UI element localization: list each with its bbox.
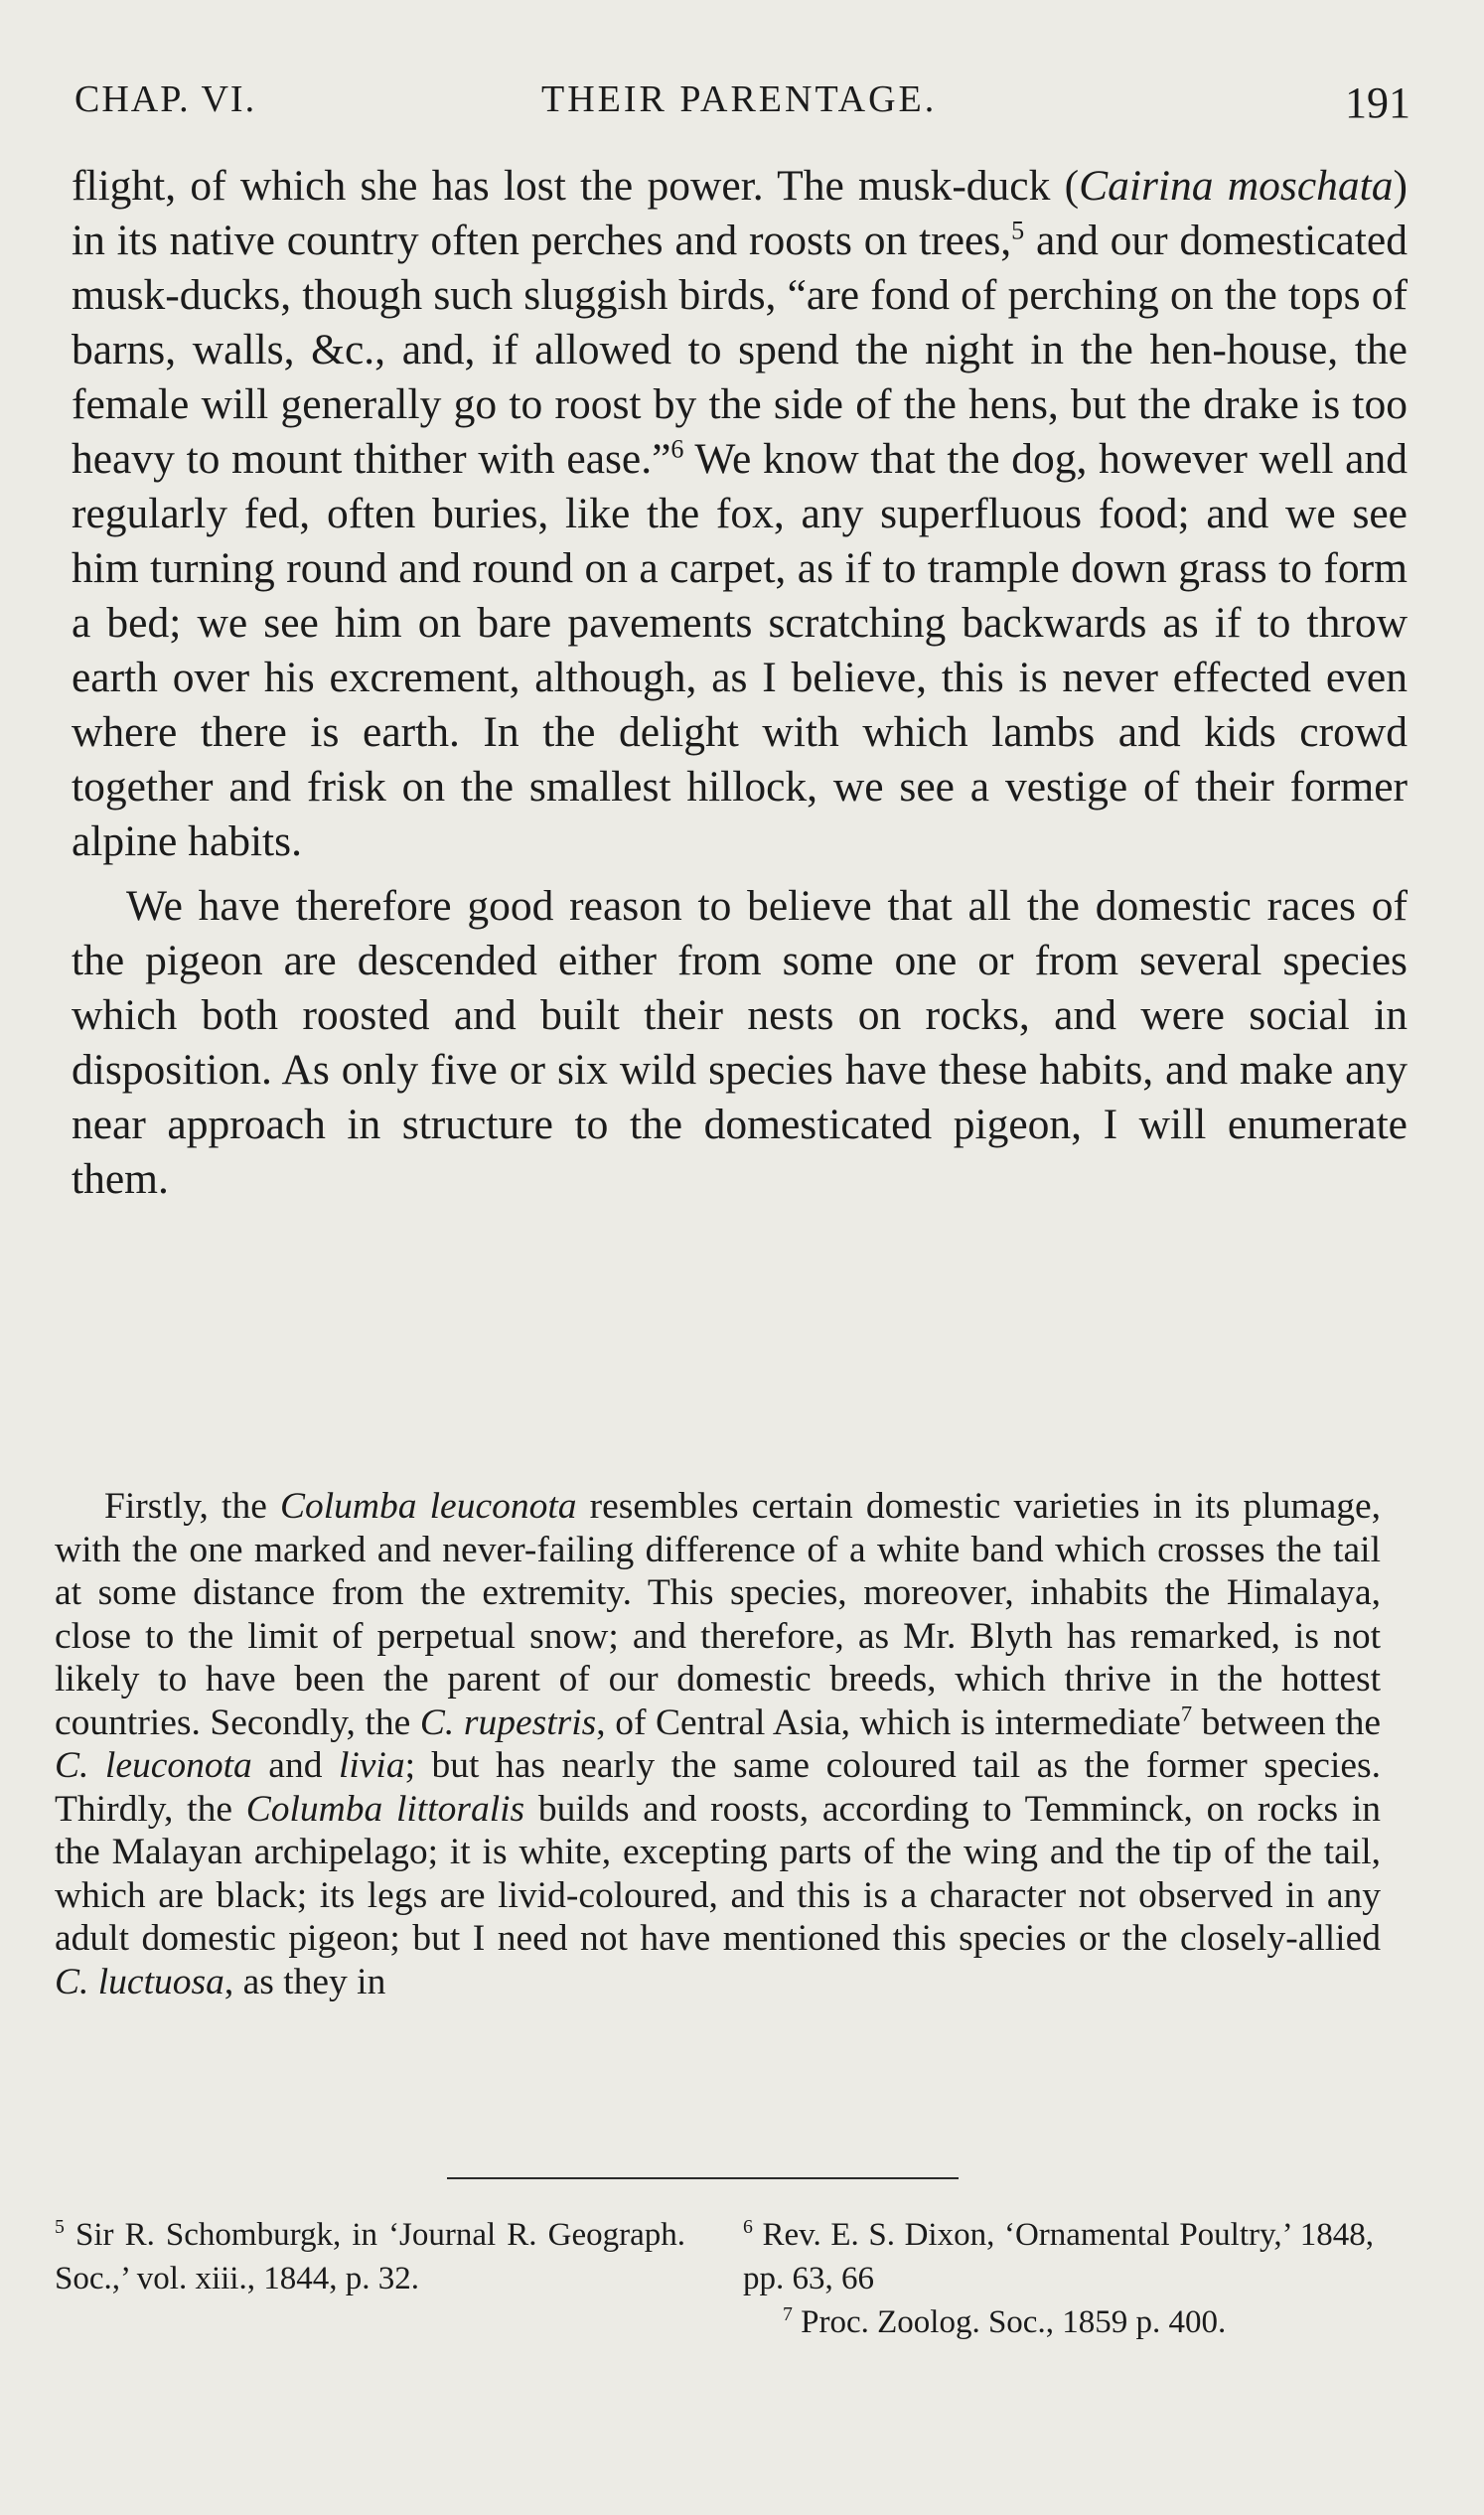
paragraph-2: We have therefore good reason to believe that all the domestic races of the pigeon are descended either from some one or from several species which both roosted and built their nests on rocks, and were social in disposition. As only five or six wild species have these habits, and make any near approach in structure to the domesticated pigeon, I will enumerate them. xyxy=(72,882,1408,1203)
footnote-text: Proc. Zoolog. Soc., 1859 p. 400. xyxy=(792,2304,1227,2340)
text-run: Firstly, the xyxy=(104,1486,280,1527)
footnote-text: Sir R. Schomburgk, in ‘Journal R. Geograph. Soc.,’ vol. xiii., 1844, p. 32. xyxy=(55,2217,685,2296)
footnotes-left xyxy=(55,2213,685,2300)
text-run: ) in its native country often perches and roosts on trees, xyxy=(72,162,1408,264)
footnote-6 xyxy=(743,2213,1374,2300)
text-run: builds and roosts, according to Temminck, on rocks in the Malayan archipelago; it is white, excepting parts of the wing and the tip of the tail, which are black; its legs are livid-coloured, and this is a character not observed in any adult domestic pigeon; but I need not have mentioned this species or the closely-allied xyxy=(55,1788,1381,1959)
footnote-mark: 7 xyxy=(783,2303,793,2325)
text-run: between the xyxy=(1192,1701,1381,1743)
text-run: flight, of which she has lost the power. The musk-duck ( xyxy=(72,162,1080,210)
paragraph-1 xyxy=(72,159,1408,869)
footnote-divider xyxy=(447,2177,959,2179)
footnote-mark: 5 xyxy=(55,2216,65,2238)
running-title: THEIR PARENTAGE. xyxy=(541,78,938,120)
species-name: Cairina moschata xyxy=(1079,162,1394,210)
footnote-5 xyxy=(55,2213,685,2300)
species-name: C. leuconota xyxy=(55,1745,252,1786)
species-name: Columba leuconota xyxy=(279,1486,577,1527)
footnote-7 xyxy=(743,2300,1374,2344)
footnote-text: Rev. E. S. Dixon, ‘Ornamental Poultry,’ 1848, pp. 63, 66 xyxy=(743,2217,1374,2296)
species-name: C. rupestris xyxy=(419,1701,597,1743)
text-run: ; but has nearly the same coloured tail as the former species. Thirdly, the xyxy=(55,1745,1381,1830)
footnote-ref-6: 6 xyxy=(670,434,684,464)
footnote-mark: 6 xyxy=(743,2216,753,2238)
text-run: , as they in xyxy=(223,1961,386,2002)
small-print-section xyxy=(55,1485,1381,2003)
footnote-ref-5: 5 xyxy=(1011,216,1025,245)
species-name: Columba littoralis xyxy=(245,1788,525,1830)
chapter-label: CHAP. VI. xyxy=(74,78,257,120)
main-text xyxy=(72,159,1408,1207)
footnote-ref-7: 7 xyxy=(1180,1701,1193,1725)
running-header xyxy=(74,77,1410,147)
text-run: We know that the dog, however well and regularly fed, often buries, like the fox, any superfluous food; and we see him turning round and round on a carpet, as if to trample down grass to form a bed; we see him on bare pavements scratching backwards as if to throw earth over his excrement, although, as I believe, this is never effected even where there is earth. In the delight with which lambs and kids crowd together and frisk on the smallest hillock, we see a vestige of their former alpine habits. xyxy=(72,435,1408,865)
text-run: and our domesticated musk-ducks, though such sluggish birds, “are fond of perching on the tops of barns, walls, &c., and, if allowed to spend the night in the hen-house, the female will generally go to roost by the side of the hens, but the drake is too heavy to mount thither with ease.” xyxy=(72,217,1408,483)
text-run: resembles certain domestic varieties in its plumage, with the one marked and never-failing difference of a white band which crosses the tail at some distance from the extremity. This species, moreover, inhabits the Himalaya, close to the limit of perpetual snow; and therefore, as Mr. Blyth has remarked, is not likely to have been the parent of our domestic breeds, which thrive in the hottest countries. Secondly, the xyxy=(55,1486,1381,1743)
paragraph-3 xyxy=(55,1485,1381,2003)
page-number: 191 xyxy=(1345,78,1410,127)
species-name: C. luctuosa xyxy=(55,1961,224,2002)
text-run: and xyxy=(251,1745,339,1786)
species-name: livia xyxy=(338,1745,405,1786)
footnotes-right xyxy=(743,2213,1374,2344)
text-run: , of Central Asia, which is intermediate xyxy=(596,1701,1181,1743)
